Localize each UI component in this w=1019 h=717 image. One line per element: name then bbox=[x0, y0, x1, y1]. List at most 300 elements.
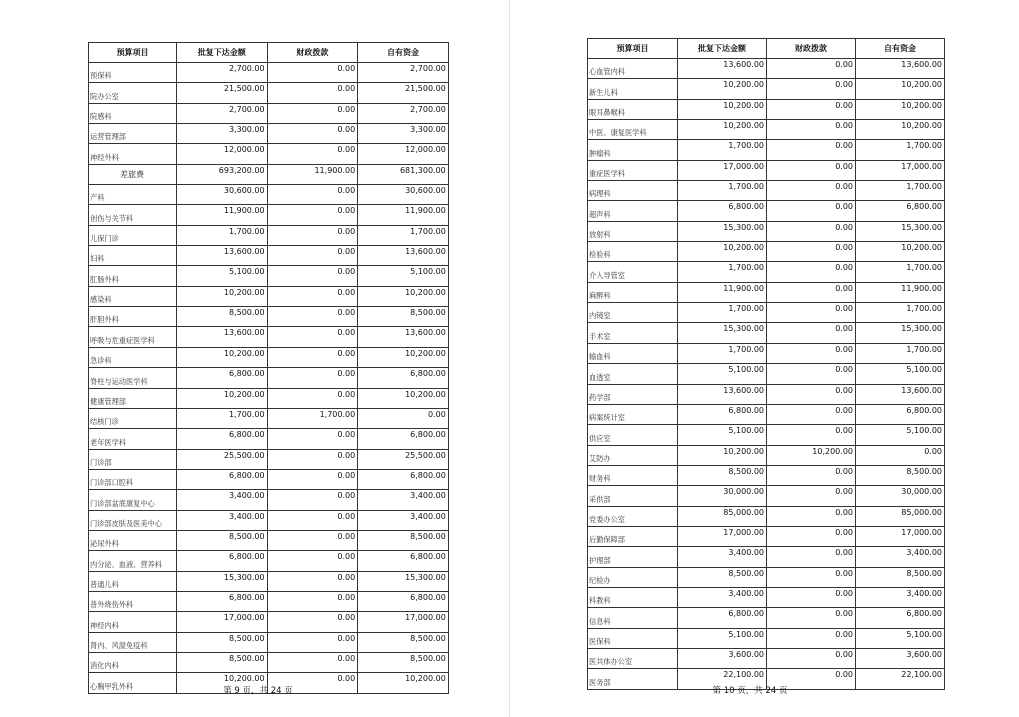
page-10 bbox=[510, 0, 1019, 717]
budget-item-cell: 党委办公室 bbox=[588, 506, 678, 526]
table-row bbox=[89, 388, 449, 408]
budget-item-cell: 后勤保障部 bbox=[588, 526, 678, 546]
approved-amount-cell: 22,100.00 bbox=[678, 669, 767, 689]
fiscal-appropriation-cell: 0.00 bbox=[767, 587, 856, 607]
table-row bbox=[89, 144, 449, 164]
approved-amount-cell: 3,400.00 bbox=[177, 510, 268, 530]
approved-amount-cell: 5,100.00 bbox=[678, 425, 767, 445]
own-funds-cell: 0.00 bbox=[856, 445, 945, 465]
budget-item-cell: 预保科 bbox=[89, 63, 177, 83]
header-budget-item: 预算项目 bbox=[588, 39, 678, 59]
budget-item-cell: 检验科 bbox=[588, 242, 678, 262]
budget-item-cell: 运营管理部 bbox=[89, 124, 177, 144]
fiscal-appropriation-cell: 0.00 bbox=[267, 449, 358, 469]
fiscal-appropriation-cell: 0.00 bbox=[267, 530, 358, 550]
approved-amount-cell: 8,500.00 bbox=[177, 307, 268, 327]
budget-item-cell: 院感科 bbox=[89, 103, 177, 123]
table-row bbox=[89, 83, 449, 103]
fiscal-appropriation-cell: 0.00 bbox=[767, 364, 856, 384]
approved-amount-cell: 1,700.00 bbox=[678, 343, 767, 363]
approved-amount-cell: 1,700.00 bbox=[177, 225, 268, 245]
budget-item-cell: 差旅费 bbox=[89, 164, 177, 184]
table-row bbox=[89, 429, 449, 449]
fiscal-appropriation-cell: 0.00 bbox=[267, 652, 358, 672]
approved-amount-cell: 17,000.00 bbox=[678, 160, 767, 180]
table-row bbox=[89, 612, 449, 632]
own-funds-cell: 10,200.00 bbox=[856, 99, 945, 119]
budget-item-cell: 普通儿科 bbox=[89, 571, 177, 591]
budget-item-cell: 神经外科 bbox=[89, 144, 177, 164]
budget-item-cell: 呼吸与危重症医学科 bbox=[89, 327, 177, 347]
table-row bbox=[588, 364, 945, 384]
budget-item-cell: 手术室 bbox=[588, 323, 678, 343]
approved-amount-cell: 1,700.00 bbox=[678, 140, 767, 160]
approved-amount-cell: 693,200.00 bbox=[177, 164, 268, 184]
own-funds-cell: 8,500.00 bbox=[856, 567, 945, 587]
table-row bbox=[588, 506, 945, 526]
fiscal-appropriation-cell: 0.00 bbox=[767, 343, 856, 363]
fiscal-appropriation-cell: 0.00 bbox=[267, 246, 358, 266]
table-row bbox=[89, 124, 449, 144]
fiscal-appropriation-cell: 0.00 bbox=[267, 307, 358, 327]
budget-item-cell: 护理部 bbox=[588, 547, 678, 567]
fiscal-appropriation-cell: 0.00 bbox=[267, 185, 358, 205]
approved-amount-cell: 10,200.00 bbox=[177, 673, 268, 693]
table-row bbox=[89, 266, 449, 286]
header-fiscal-appropriation: 财政拨款 bbox=[267, 43, 358, 63]
approved-amount-cell: 3,400.00 bbox=[678, 587, 767, 607]
own-funds-cell: 10,200.00 bbox=[856, 242, 945, 262]
budget-item-cell: 肝胆外科 bbox=[89, 307, 177, 327]
table-row bbox=[588, 567, 945, 587]
table-row bbox=[89, 103, 449, 123]
table-row bbox=[89, 63, 449, 83]
fiscal-appropriation-cell: 0.00 bbox=[767, 567, 856, 587]
fiscal-appropriation-cell: 0.00 bbox=[767, 262, 856, 282]
table-row bbox=[89, 632, 449, 652]
budget-item-cell: 脊柱与运动医学科 bbox=[89, 368, 177, 388]
approved-amount-cell: 21,500.00 bbox=[177, 83, 268, 103]
own-funds-cell: 12,000.00 bbox=[358, 144, 449, 164]
approved-amount-cell: 10,200.00 bbox=[678, 99, 767, 119]
own-funds-cell: 6,800.00 bbox=[856, 404, 945, 424]
own-funds-cell: 10,200.00 bbox=[358, 286, 449, 306]
fiscal-appropriation-cell: 0.00 bbox=[267, 205, 358, 225]
table-row bbox=[588, 262, 945, 282]
approved-amount-cell: 10,200.00 bbox=[678, 242, 767, 262]
table-row bbox=[89, 225, 449, 245]
budget-item-cell: 采供部 bbox=[588, 486, 678, 506]
own-funds-cell: 30,600.00 bbox=[358, 185, 449, 205]
own-funds-cell: 2,700.00 bbox=[358, 63, 449, 83]
budget-item-cell: 儿保门诊 bbox=[89, 225, 177, 245]
own-funds-cell: 5,100.00 bbox=[856, 628, 945, 648]
own-funds-cell: 15,300.00 bbox=[856, 323, 945, 343]
budget-item-cell: 心血管内科 bbox=[588, 59, 678, 79]
budget-item-cell: 门诊部口腔科 bbox=[89, 469, 177, 489]
own-funds-cell: 13,600.00 bbox=[358, 246, 449, 266]
approved-amount-cell: 13,600.00 bbox=[678, 384, 767, 404]
own-funds-cell: 1,700.00 bbox=[856, 343, 945, 363]
own-funds-cell: 5,100.00 bbox=[358, 266, 449, 286]
budget-item-cell: 纪检办 bbox=[588, 567, 678, 587]
fiscal-appropriation-cell: 0.00 bbox=[267, 286, 358, 306]
table-row bbox=[588, 404, 945, 424]
fiscal-appropriation-cell: 0.00 bbox=[267, 490, 358, 510]
budget-item-cell: 重症医学科 bbox=[588, 160, 678, 180]
own-funds-cell: 0.00 bbox=[358, 408, 449, 428]
own-funds-cell: 30,000.00 bbox=[856, 486, 945, 506]
table-row bbox=[588, 140, 945, 160]
approved-amount-cell: 8,500.00 bbox=[177, 652, 268, 672]
budget-item-cell: 放射科 bbox=[588, 221, 678, 241]
own-funds-cell: 13,600.00 bbox=[856, 384, 945, 404]
budget-item-cell: 中医、康复医学科 bbox=[588, 120, 678, 140]
budget-item-cell: 门诊部 bbox=[89, 449, 177, 469]
table-row bbox=[89, 469, 449, 489]
budget-item-cell: 内分泌、血液、营养科 bbox=[89, 551, 177, 571]
table-row bbox=[588, 181, 945, 201]
own-funds-cell: 3,400.00 bbox=[358, 490, 449, 510]
approved-amount-cell: 2,700.00 bbox=[177, 63, 268, 83]
own-funds-cell: 1,700.00 bbox=[856, 181, 945, 201]
fiscal-appropriation-cell: 0.00 bbox=[267, 612, 358, 632]
approved-amount-cell: 8,500.00 bbox=[678, 567, 767, 587]
budget-item-cell: 医务部 bbox=[588, 669, 678, 689]
budget-item-cell: 门诊部皮肤及医美中心 bbox=[89, 510, 177, 530]
approved-amount-cell: 6,800.00 bbox=[177, 469, 268, 489]
fiscal-appropriation-cell: 0.00 bbox=[767, 221, 856, 241]
budget-item-cell: 信息科 bbox=[588, 608, 678, 628]
approved-amount-cell: 3,600.00 bbox=[678, 648, 767, 668]
fiscal-appropriation-cell: 0.00 bbox=[267, 673, 358, 693]
page-footer: 第 10 页，共 24 页 bbox=[712, 686, 788, 696]
fiscal-appropriation-cell: 0.00 bbox=[267, 266, 358, 286]
budget-item-cell: 病理科 bbox=[588, 181, 678, 201]
table-header-row bbox=[588, 39, 945, 59]
budget-item-cell: 医共体办公室 bbox=[588, 648, 678, 668]
table-row bbox=[89, 164, 449, 184]
approved-amount-cell: 10,200.00 bbox=[177, 388, 268, 408]
table-row bbox=[588, 465, 945, 485]
approved-amount-cell: 10,200.00 bbox=[177, 347, 268, 367]
own-funds-cell: 8,500.00 bbox=[358, 307, 449, 327]
approved-amount-cell: 10,200.00 bbox=[678, 445, 767, 465]
fiscal-appropriation-cell: 0.00 bbox=[767, 384, 856, 404]
approved-amount-cell: 6,800.00 bbox=[678, 404, 767, 424]
fiscal-appropriation-cell: 0.00 bbox=[767, 425, 856, 445]
approved-amount-cell: 1,700.00 bbox=[177, 408, 268, 428]
approved-amount-cell: 12,000.00 bbox=[177, 144, 268, 164]
budget-item-cell: 门诊部盆底康复中心 bbox=[89, 490, 177, 510]
table-row bbox=[588, 120, 945, 140]
own-funds-cell: 17,000.00 bbox=[856, 526, 945, 546]
fiscal-appropriation-cell: 1,700.00 bbox=[267, 408, 358, 428]
table-row bbox=[89, 205, 449, 225]
header-own-funds: 自有资金 bbox=[856, 39, 945, 59]
table-row bbox=[89, 368, 449, 388]
approved-amount-cell: 3,300.00 bbox=[177, 124, 268, 144]
table-row bbox=[588, 384, 945, 404]
fiscal-appropriation-cell: 0.00 bbox=[767, 120, 856, 140]
own-funds-cell: 3,400.00 bbox=[856, 587, 945, 607]
budget-item-cell: 感染科 bbox=[89, 286, 177, 306]
approved-amount-cell: 13,600.00 bbox=[177, 246, 268, 266]
fiscal-appropriation-cell: 0.00 bbox=[267, 429, 358, 449]
fiscal-appropriation-cell: 0.00 bbox=[767, 140, 856, 160]
fiscal-appropriation-cell: 0.00 bbox=[767, 303, 856, 323]
table-row bbox=[588, 587, 945, 607]
budget-item-cell: 老年医学科 bbox=[89, 429, 177, 449]
own-funds-cell: 10,200.00 bbox=[856, 79, 945, 99]
budget-item-cell: 神经内科 bbox=[89, 612, 177, 632]
budget-item-cell: 普外烧伤外科 bbox=[89, 591, 177, 611]
table-row bbox=[588, 59, 945, 79]
budget-item-cell: 院办公室 bbox=[89, 83, 177, 103]
own-funds-cell: 2,700.00 bbox=[358, 103, 449, 123]
page-footer: 第 9 页，共 24 页 bbox=[223, 686, 293, 696]
own-funds-cell: 6,800.00 bbox=[856, 608, 945, 628]
fiscal-appropriation-cell: 0.00 bbox=[767, 282, 856, 302]
own-funds-cell: 3,400.00 bbox=[358, 510, 449, 530]
fiscal-appropriation-cell: 0.00 bbox=[767, 506, 856, 526]
table-row bbox=[89, 652, 449, 672]
own-funds-cell: 11,900.00 bbox=[856, 282, 945, 302]
approved-amount-cell: 15,300.00 bbox=[678, 221, 767, 241]
budget-item-cell: 内镜室 bbox=[588, 303, 678, 323]
approved-amount-cell: 6,800.00 bbox=[177, 368, 268, 388]
table-row bbox=[588, 445, 945, 465]
table-row bbox=[89, 551, 449, 571]
approved-amount-cell: 30,000.00 bbox=[678, 486, 767, 506]
own-funds-cell: 6,800.00 bbox=[358, 591, 449, 611]
fiscal-appropriation-cell: 0.00 bbox=[267, 103, 358, 123]
own-funds-cell: 3,400.00 bbox=[856, 547, 945, 567]
approved-amount-cell: 6,800.00 bbox=[177, 591, 268, 611]
approved-amount-cell: 15,300.00 bbox=[678, 323, 767, 343]
approved-amount-cell: 10,200.00 bbox=[678, 79, 767, 99]
table-row bbox=[588, 425, 945, 445]
fiscal-appropriation-cell: 0.00 bbox=[267, 225, 358, 245]
budget-table bbox=[587, 38, 945, 690]
table-row bbox=[89, 307, 449, 327]
approved-amount-cell: 1,700.00 bbox=[678, 303, 767, 323]
table-row bbox=[89, 246, 449, 266]
table-row bbox=[588, 648, 945, 668]
approved-amount-cell: 3,400.00 bbox=[678, 547, 767, 567]
fiscal-appropriation-cell: 0.00 bbox=[767, 486, 856, 506]
table-header-row bbox=[89, 43, 449, 63]
approved-amount-cell: 11,900.00 bbox=[177, 205, 268, 225]
own-funds-cell: 6,800.00 bbox=[856, 201, 945, 221]
approved-amount-cell: 25,500.00 bbox=[177, 449, 268, 469]
approved-amount-cell: 2,700.00 bbox=[177, 103, 268, 123]
own-funds-cell: 11,900.00 bbox=[358, 205, 449, 225]
budget-item-cell: 财务科 bbox=[588, 465, 678, 485]
table-row bbox=[588, 79, 945, 99]
fiscal-appropriation-cell: 0.00 bbox=[767, 465, 856, 485]
own-funds-cell: 1,700.00 bbox=[856, 262, 945, 282]
budget-item-cell: 眼耳鼻喉科 bbox=[588, 99, 678, 119]
own-funds-cell: 13,600.00 bbox=[856, 59, 945, 79]
own-funds-cell: 1,700.00 bbox=[856, 303, 945, 323]
approved-amount-cell: 1,700.00 bbox=[678, 262, 767, 282]
own-funds-cell: 22,100.00 bbox=[856, 669, 945, 689]
approved-amount-cell: 5,100.00 bbox=[678, 628, 767, 648]
budget-item-cell: 肛肠外科 bbox=[89, 266, 177, 286]
approved-amount-cell: 85,000.00 bbox=[678, 506, 767, 526]
approved-amount-cell: 8,500.00 bbox=[177, 530, 268, 550]
header-own-funds: 自有资金 bbox=[358, 43, 449, 63]
fiscal-appropriation-cell: 0.00 bbox=[267, 388, 358, 408]
fiscal-appropriation-cell: 0.00 bbox=[267, 632, 358, 652]
approved-amount-cell: 13,600.00 bbox=[678, 59, 767, 79]
budget-item-cell: 输血科 bbox=[588, 343, 678, 363]
own-funds-cell: 10,200.00 bbox=[358, 388, 449, 408]
fiscal-appropriation-cell: 0.00 bbox=[767, 628, 856, 648]
table-row bbox=[588, 323, 945, 343]
approved-amount-cell: 5,100.00 bbox=[177, 266, 268, 286]
fiscal-appropriation-cell: 11,900.00 bbox=[267, 164, 358, 184]
own-funds-cell: 13,600.00 bbox=[358, 327, 449, 347]
fiscal-appropriation-cell: 0.00 bbox=[767, 99, 856, 119]
fiscal-appropriation-cell: 0.00 bbox=[267, 63, 358, 83]
fiscal-appropriation-cell: 0.00 bbox=[767, 181, 856, 201]
fiscal-appropriation-cell: 0.00 bbox=[267, 124, 358, 144]
header-fiscal-appropriation: 财政拨款 bbox=[767, 39, 856, 59]
budget-item-cell: 产科 bbox=[89, 185, 177, 205]
own-funds-cell: 15,300.00 bbox=[856, 221, 945, 241]
table-row bbox=[89, 286, 449, 306]
own-funds-cell: 8,500.00 bbox=[856, 465, 945, 485]
table-row bbox=[588, 547, 945, 567]
fiscal-appropriation-cell: 0.00 bbox=[267, 571, 358, 591]
budget-table bbox=[88, 42, 449, 694]
own-funds-cell: 21,500.00 bbox=[358, 83, 449, 103]
budget-item-cell: 药学部 bbox=[588, 384, 678, 404]
approved-amount-cell: 10,200.00 bbox=[177, 286, 268, 306]
table-row bbox=[588, 343, 945, 363]
approved-amount-cell: 15,300.00 bbox=[177, 571, 268, 591]
own-funds-cell: 10,200.00 bbox=[358, 673, 449, 693]
approved-amount-cell: 6,800.00 bbox=[678, 201, 767, 221]
fiscal-appropriation-cell: 0.00 bbox=[767, 201, 856, 221]
table-row bbox=[588, 303, 945, 323]
approved-amount-cell: 8,500.00 bbox=[678, 465, 767, 485]
own-funds-cell: 3,300.00 bbox=[358, 124, 449, 144]
own-funds-cell: 10,200.00 bbox=[856, 120, 945, 140]
own-funds-cell: 8,500.00 bbox=[358, 530, 449, 550]
budget-item-cell: 肾内、风湿免疫科 bbox=[89, 632, 177, 652]
fiscal-appropriation-cell: 0.00 bbox=[767, 526, 856, 546]
fiscal-appropriation-cell: 0.00 bbox=[767, 59, 856, 79]
budget-item-cell: 健康管理部 bbox=[89, 388, 177, 408]
fiscal-appropriation-cell: 0.00 bbox=[767, 404, 856, 424]
fiscal-appropriation-cell: 0.00 bbox=[267, 591, 358, 611]
table-row bbox=[588, 201, 945, 221]
fiscal-appropriation-cell: 0.00 bbox=[267, 144, 358, 164]
table-row bbox=[588, 99, 945, 119]
table-row bbox=[588, 526, 945, 546]
fiscal-appropriation-cell: 0.00 bbox=[767, 608, 856, 628]
table-row bbox=[89, 449, 449, 469]
own-funds-cell: 8,500.00 bbox=[358, 652, 449, 672]
table-row bbox=[89, 591, 449, 611]
fiscal-appropriation-cell: 0.00 bbox=[267, 83, 358, 103]
own-funds-cell: 1,700.00 bbox=[358, 225, 449, 245]
approved-amount-cell: 11,900.00 bbox=[678, 282, 767, 302]
own-funds-cell: 6,800.00 bbox=[358, 429, 449, 449]
own-funds-cell: 6,800.00 bbox=[358, 551, 449, 571]
table-row bbox=[89, 530, 449, 550]
approved-amount-cell: 13,600.00 bbox=[177, 327, 268, 347]
fiscal-appropriation-cell: 0.00 bbox=[767, 79, 856, 99]
fiscal-appropriation-cell: 0.00 bbox=[767, 242, 856, 262]
budget-item-cell: 血透室 bbox=[588, 364, 678, 384]
fiscal-appropriation-cell: 0.00 bbox=[767, 323, 856, 343]
own-funds-cell: 15,300.00 bbox=[358, 571, 449, 591]
fiscal-appropriation-cell: 0.00 bbox=[767, 669, 856, 689]
table-row bbox=[588, 282, 945, 302]
budget-item-cell: 急诊科 bbox=[89, 347, 177, 367]
table-row bbox=[89, 327, 449, 347]
budget-item-cell: 妇科 bbox=[89, 246, 177, 266]
own-funds-cell: 6,800.00 bbox=[358, 368, 449, 388]
approved-amount-cell: 30,600.00 bbox=[177, 185, 268, 205]
approved-amount-cell: 1,700.00 bbox=[678, 181, 767, 201]
approved-amount-cell: 3,400.00 bbox=[177, 490, 268, 510]
budget-item-cell: 肿瘤科 bbox=[588, 140, 678, 160]
approved-amount-cell: 6,800.00 bbox=[678, 608, 767, 628]
own-funds-cell: 681,300.00 bbox=[358, 164, 449, 184]
table-body bbox=[588, 59, 945, 690]
approved-amount-cell: 5,100.00 bbox=[678, 364, 767, 384]
table-row bbox=[89, 510, 449, 530]
own-funds-cell: 10,200.00 bbox=[358, 347, 449, 367]
fiscal-appropriation-cell: 0.00 bbox=[767, 648, 856, 668]
table-row bbox=[89, 490, 449, 510]
table-row bbox=[89, 185, 449, 205]
budget-item-cell: 消化内科 bbox=[89, 652, 177, 672]
budget-item-cell: 心胸甲乳外科 bbox=[89, 673, 177, 693]
own-funds-cell: 1,700.00 bbox=[856, 140, 945, 160]
fiscal-appropriation-cell: 0.00 bbox=[267, 469, 358, 489]
budget-item-cell: 结核门诊 bbox=[89, 408, 177, 428]
table-row bbox=[588, 160, 945, 180]
budget-item-cell: 介入导管室 bbox=[588, 262, 678, 282]
budget-item-cell: 麻醉科 bbox=[588, 282, 678, 302]
table-row bbox=[588, 486, 945, 506]
table-row bbox=[89, 347, 449, 367]
header-approved-amount: 批复下达金额 bbox=[678, 39, 767, 59]
budget-item-cell: 泌尿外科 bbox=[89, 530, 177, 550]
table-row bbox=[588, 608, 945, 628]
fiscal-appropriation-cell: 0.00 bbox=[267, 368, 358, 388]
own-funds-cell: 6,800.00 bbox=[358, 469, 449, 489]
own-funds-cell: 5,100.00 bbox=[856, 425, 945, 445]
budget-item-cell: 病案统计室 bbox=[588, 404, 678, 424]
fiscal-appropriation-cell: 0.00 bbox=[767, 547, 856, 567]
approved-amount-cell: 17,000.00 bbox=[678, 526, 767, 546]
own-funds-cell: 3,600.00 bbox=[856, 648, 945, 668]
budget-item-cell: 医保科 bbox=[588, 628, 678, 648]
own-funds-cell: 85,000.00 bbox=[856, 506, 945, 526]
fiscal-appropriation-cell: 0.00 bbox=[267, 347, 358, 367]
approved-amount-cell: 17,000.00 bbox=[177, 612, 268, 632]
fiscal-appropriation-cell: 10,200.00 bbox=[767, 445, 856, 465]
fiscal-appropriation-cell: 0.00 bbox=[267, 510, 358, 530]
own-funds-cell: 25,500.00 bbox=[358, 449, 449, 469]
